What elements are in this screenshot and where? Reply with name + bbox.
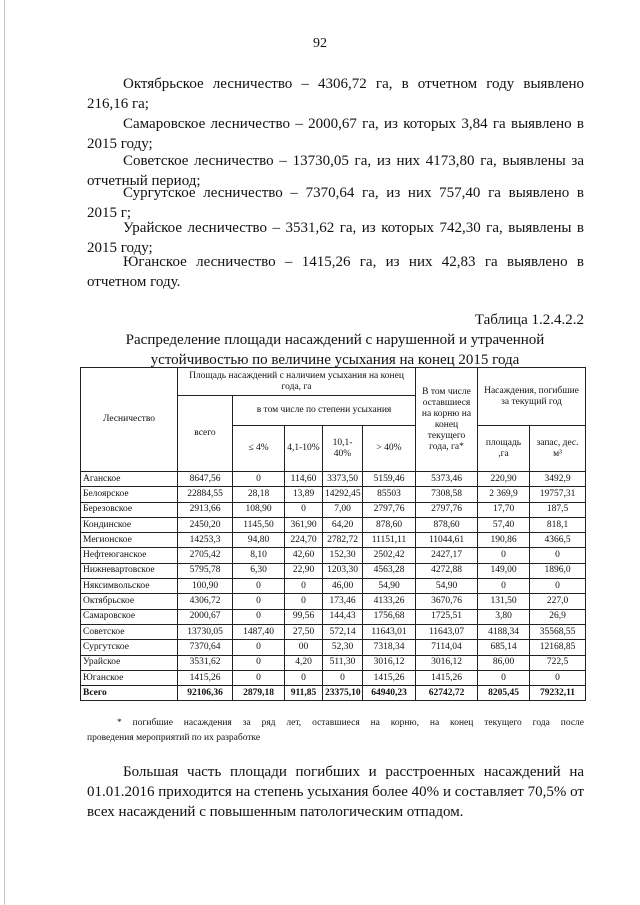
paragraph-line: Сургутское лесничество – 7370,64 га, из них 757,40 га выявлено в xyxy=(123,185,584,201)
table-cell: 28,18 xyxy=(233,487,285,502)
table-cell: 13,89 xyxy=(285,487,323,502)
table-row xyxy=(81,548,586,563)
table-cell: 878,60 xyxy=(363,517,416,532)
paragraph-line: Советское лесничество – 13730,05 га, из них 4173,80 га, выявлены за xyxy=(123,153,584,169)
header-including-dead: В том числе оставшиеся на корню на конец текущего года, га* xyxy=(416,368,478,472)
header-by-degree: в том числе по степени усыхания xyxy=(233,396,416,426)
table-cell: 19757,31 xyxy=(530,487,586,502)
page-edge-line xyxy=(4,0,5,905)
table-cell: 0 xyxy=(478,579,530,594)
table-cell: 361,90 xyxy=(285,517,323,532)
table-cell: 1725,51 xyxy=(416,609,478,624)
table-number: Таблица 1.2.4.2.2 xyxy=(474,312,584,328)
table-row xyxy=(81,594,586,609)
table-cell: 0 xyxy=(530,670,586,685)
table-cell: 108,90 xyxy=(233,502,285,517)
table-cell: 2427,17 xyxy=(416,548,478,563)
table-cell: 152,30 xyxy=(323,548,363,563)
table-cell: 4188,34 xyxy=(478,624,530,639)
table-cell: 7,00 xyxy=(323,502,363,517)
table-cell: 4306,72 xyxy=(178,594,233,609)
table-cell: 62742,72 xyxy=(416,686,478,701)
header-stock: запас, дес. м³ xyxy=(530,426,586,472)
table-row xyxy=(81,640,586,655)
table-cell: 22884,55 xyxy=(178,487,233,502)
table-cell: 2502,42 xyxy=(363,548,416,563)
table-cell: 14253,3 xyxy=(178,533,233,548)
table-cell: 2879,18 xyxy=(233,686,285,701)
table-cell: 0 xyxy=(233,472,285,487)
table-row xyxy=(81,563,586,578)
drying-area-table xyxy=(80,367,586,701)
table-cell: 94,80 xyxy=(233,533,285,548)
page-number: 92 xyxy=(313,36,327,51)
header-area: площадь ,га xyxy=(478,426,530,472)
table-cell: 0 xyxy=(233,670,285,685)
table-cell-forestry: Октябрьское xyxy=(81,594,178,609)
table-row xyxy=(81,655,586,670)
table-cell: 54,90 xyxy=(363,579,416,594)
table-cell: 3670,76 xyxy=(416,594,478,609)
table-cell: 57,40 xyxy=(478,517,530,532)
table-title: Распределение площади насаждений с нарушенной и утраченной устойчивостью по величине усыхания на конец 2015 года xyxy=(125,332,545,368)
table-cell: 27,50 xyxy=(285,624,323,639)
table-cell: 187,5 xyxy=(530,502,586,517)
table-cell: 22,90 xyxy=(285,563,323,578)
table-row xyxy=(81,472,586,487)
table-cell-forestry: Няксимвольское xyxy=(81,579,178,594)
table-row xyxy=(81,487,586,502)
table-cell: 7308,58 xyxy=(416,487,478,502)
table-cell: 35568,55 xyxy=(530,624,586,639)
table-row xyxy=(81,502,586,517)
header-degree-2: 4,1-10% xyxy=(285,426,323,472)
table-cell: 46,00 xyxy=(323,579,363,594)
table-cell: 99,56 xyxy=(285,609,323,624)
paragraph-line: Октябрьское лесничество – 4306,72 га, в отчетном году выявлено xyxy=(123,76,584,92)
table-cell-forestry: Аганское xyxy=(81,472,178,487)
table-cell: 227,0 xyxy=(530,594,586,609)
table-cell: 1203,30 xyxy=(323,563,363,578)
header-degree-3: 10,1-40% xyxy=(323,426,363,472)
footnote xyxy=(87,716,584,746)
table-cell: 0 xyxy=(478,548,530,563)
table-cell: 42,60 xyxy=(285,548,323,563)
table-cell: 0 xyxy=(233,594,285,609)
footnote-line: * погибшие насаждения за ряд лет, оставшиеся на корню, на конец текущего года после xyxy=(117,718,584,728)
table-cell: 144,43 xyxy=(323,609,363,624)
paragraph-line: 216,16 га; xyxy=(87,96,149,112)
table-cell: 911,85 xyxy=(285,686,323,701)
table-cell: 3016,12 xyxy=(416,655,478,670)
table-row xyxy=(81,533,586,548)
table-cell: 0 xyxy=(530,548,586,563)
table-body xyxy=(81,472,586,701)
table-cell: 4366,5 xyxy=(530,533,586,548)
table-row xyxy=(81,609,586,624)
table-cell: 7318,34 xyxy=(363,640,416,655)
table-cell: 86,00 xyxy=(478,655,530,670)
table-cell: 3373,50 xyxy=(323,472,363,487)
paragraph-line: 01.01.2016 приходится на степень усыхания более 40% и составляет 70,5% от всех насаждений с повышенным патологическим отпадом. xyxy=(87,784,584,820)
table-cell: 878,60 xyxy=(416,517,478,532)
table-cell: 0 xyxy=(233,640,285,655)
table-cell: 64,20 xyxy=(323,517,363,532)
header-degree-4: > 40% xyxy=(363,426,416,472)
table-cell: 11044,61 xyxy=(416,533,478,548)
table-cell: 92106,36 xyxy=(178,686,233,701)
table-cell: 3,80 xyxy=(478,609,530,624)
table-cell: 2450,20 xyxy=(178,517,233,532)
table-cell-forestry: Юганское xyxy=(81,670,178,685)
table-cell: 8205,45 xyxy=(478,686,530,701)
table-cell: 1756,68 xyxy=(363,609,416,624)
header-dead-stands: Насаждения, погибшие за текущий год xyxy=(478,368,586,426)
paragraph-line: отчетный период; xyxy=(87,173,201,189)
table-cell: 149,00 xyxy=(478,563,530,578)
paragraph-surgutskoe xyxy=(87,183,584,223)
table-cell: 6,30 xyxy=(233,563,285,578)
table-cell: 1415,26 xyxy=(416,670,478,685)
table-cell: 1896,0 xyxy=(530,563,586,578)
table-cell: 4,20 xyxy=(285,655,323,670)
table-cell: 572,14 xyxy=(323,624,363,639)
table-cell: 173,46 xyxy=(323,594,363,609)
table-cell-forestry: Самаровское xyxy=(81,609,178,624)
table-cell: 722,5 xyxy=(530,655,586,670)
closing-paragraph xyxy=(87,762,584,822)
table-cell: 2000,67 xyxy=(178,609,233,624)
table-cell: 17,70 xyxy=(478,502,530,517)
table-cell: 3016,12 xyxy=(363,655,416,670)
table-cell: 1145,50 xyxy=(233,517,285,532)
table-cell-forestry: Советское xyxy=(81,624,178,639)
table-cell: 26,9 xyxy=(530,609,586,624)
table-cell: 7114,04 xyxy=(416,640,478,655)
table-cell: 0 xyxy=(478,670,530,685)
table-cell: 13730,05 xyxy=(178,624,233,639)
paragraph-line: 2015 г; xyxy=(87,205,132,221)
table-cell: 8647,56 xyxy=(178,472,233,487)
table-cell: 23375,10 xyxy=(323,686,363,701)
table-cell: 0 xyxy=(285,670,323,685)
table-cell: 0 xyxy=(285,579,323,594)
paragraph-line: Юганское лесничество – 1415,26 га, из них 42,83 га выявлено в xyxy=(123,254,584,270)
table-cell: 0 xyxy=(233,609,285,624)
table-cell: 8550З xyxy=(363,487,416,502)
table-cell: 5373,46 xyxy=(416,472,478,487)
table-cell: 818,1 xyxy=(530,517,586,532)
paragraph-line: 2015 году; xyxy=(87,240,153,256)
table-cell: 00 xyxy=(285,640,323,655)
paragraph-line: отчетном году. xyxy=(87,274,181,290)
table-cell: 220,90 xyxy=(478,472,530,487)
table-cell: 4133,26 xyxy=(363,594,416,609)
table-cell: 511,30 xyxy=(323,655,363,670)
table-cell: 52,30 xyxy=(323,640,363,655)
table-cell: 2797,76 xyxy=(416,502,478,517)
table-cell-forestry: Урайское xyxy=(81,655,178,670)
table-cell: 11643,07 xyxy=(416,624,478,639)
table-cell-forestry: Березовское xyxy=(81,502,178,517)
table-cell: 0 xyxy=(285,502,323,517)
paragraph-samarovskoe xyxy=(87,114,584,154)
table-cell: 0 xyxy=(285,594,323,609)
paragraph-line: 2015 году; xyxy=(87,136,153,152)
table-cell: 7370,64 xyxy=(178,640,233,655)
paragraph-oktyabrskoe xyxy=(87,74,584,114)
table-cell: 2913,66 xyxy=(178,502,233,517)
table-cell: 64940,23 xyxy=(363,686,416,701)
table-cell: 2782,72 xyxy=(323,533,363,548)
table-cell: 11643,01 xyxy=(363,624,416,639)
table-cell-forestry: Нижневартовское xyxy=(81,563,178,578)
paragraph-line: Большая часть площади погибших и расстроенных насаждений на xyxy=(123,764,584,780)
table-row xyxy=(81,517,586,532)
table-cell: 2797,76 xyxy=(363,502,416,517)
paragraph-yuganskoe xyxy=(87,252,584,292)
table-total-row xyxy=(81,686,586,701)
table-cell: 4563,28 xyxy=(363,563,416,578)
table-cell: 114,60 xyxy=(285,472,323,487)
table-cell: 224,70 xyxy=(285,533,323,548)
table-cell: 1487,40 xyxy=(233,624,285,639)
table-cell: 8,10 xyxy=(233,548,285,563)
table-cell-forestry: Нефтеюганское xyxy=(81,548,178,563)
table-cell-forestry: Сургутское xyxy=(81,640,178,655)
table-cell: 0 xyxy=(233,655,285,670)
header-degree-1: ≤ 4% xyxy=(233,426,285,472)
table-cell: 11151,11 xyxy=(363,533,416,548)
table-cell-forestry: Всего xyxy=(81,686,178,701)
table-cell: 5159,46 xyxy=(363,472,416,487)
table-cell: 3531,62 xyxy=(178,655,233,670)
footnote-line: проведения мероприятий по их разработке xyxy=(87,733,261,743)
header-forestry: Лесничество xyxy=(81,368,178,472)
table-cell: 2705,42 xyxy=(178,548,233,563)
table-cell-forestry: Мегионское xyxy=(81,533,178,548)
table-cell: 12168,85 xyxy=(530,640,586,655)
table-cell-forestry: Белоярское xyxy=(81,487,178,502)
header-drying-area: Площадь насаждений с наличием усыхания на конец года, га xyxy=(178,368,416,396)
table-cell: 0 xyxy=(323,670,363,685)
table-cell: 54,90 xyxy=(416,579,478,594)
table-cell: 0 xyxy=(530,579,586,594)
table-cell: 79232,11 xyxy=(530,686,586,701)
table-cell: 0 xyxy=(233,579,285,594)
table-cell: 5795,78 xyxy=(178,563,233,578)
table-cell: 2 369,9 xyxy=(478,487,530,502)
table-row xyxy=(81,670,586,685)
table-cell: 131,50 xyxy=(478,594,530,609)
table-cell: 685,14 xyxy=(478,640,530,655)
table-row xyxy=(81,579,586,594)
table-cell: 100,90 xyxy=(178,579,233,594)
table-cell-forestry: Кондинское xyxy=(81,517,178,532)
paragraph-line: Самаровское лесничество – 2000,67 га, из которых 3,84 га выявлено в xyxy=(123,116,584,132)
table-cell: 3492,9 xyxy=(530,472,586,487)
paragraph-line: Урайское лесничество – 3531,62 га, из которых 742,30 га, выявлены в xyxy=(123,220,584,236)
table-cell: 14292,45 xyxy=(323,487,363,502)
table-cell: 1415,26 xyxy=(178,670,233,685)
header-total: всего xyxy=(178,396,233,472)
table-cell: 4272,88 xyxy=(416,563,478,578)
table-cell: 190,86 xyxy=(478,533,530,548)
table-cell: 1415,26 xyxy=(363,670,416,685)
table-row xyxy=(81,624,586,639)
